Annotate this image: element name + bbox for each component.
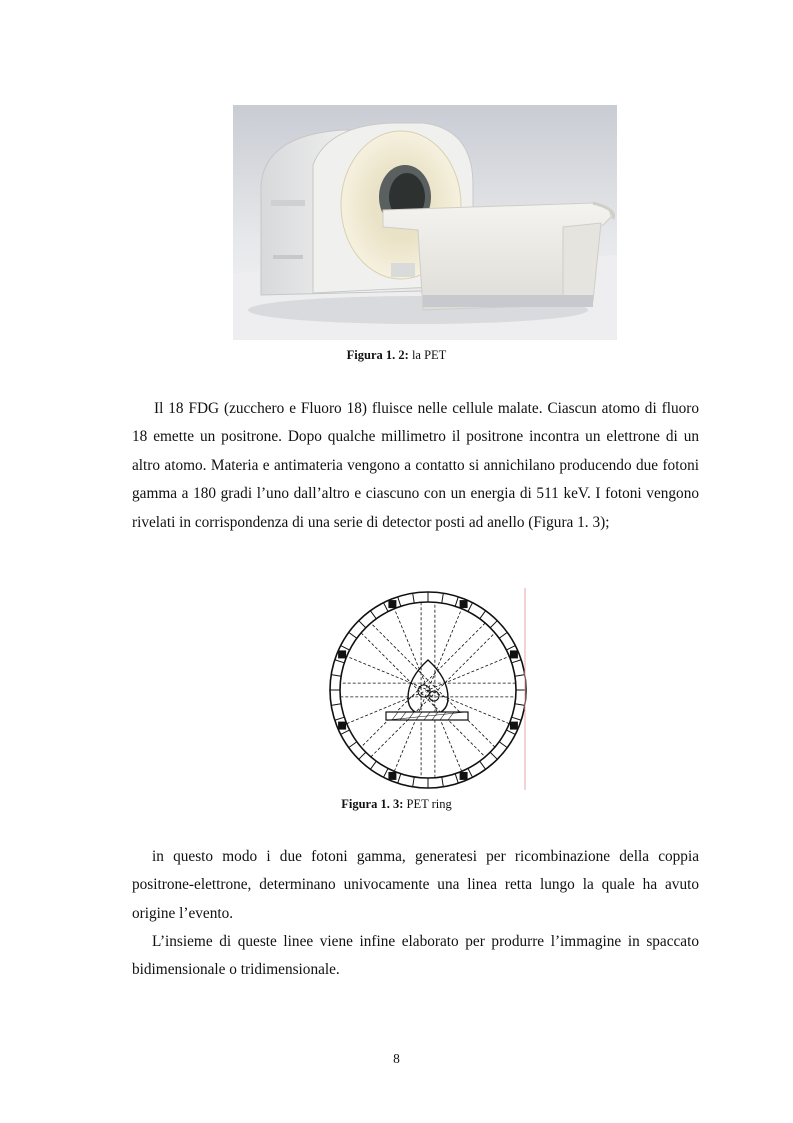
figure-caption-1-label: Figura 1. 2: [346,348,409,362]
pet-ring-diagram [326,588,530,792]
figure-caption-2-text: PET ring [403,797,452,811]
figure-caption-2-label: Figura 1. 3: [341,797,404,811]
paragraph-2: in questo modo i due fotoni gamma, generatesi per ricombinazione della coppia positrone-elettrone, determinano univocamente una linea retta lungo la quale ha avuto origine l’evento. [132,848,699,922]
pet-scanner-image [233,105,617,340]
page-number: 8 [393,1051,400,1066]
paragraph-3: L’insieme di queste linee viene infine elaborato per produrre l’immagine in spaccato bidimensionale o tridimensionale. [132,933,699,979]
paragraph-1: Il 18 FDG (zucchero e Fluoro 18) fluisce nelle cellule malate. Ciascun atomo di fluoro 18 emette un positrone. Dopo qualche millimetro il positrone incontra un elettrone di un altro atomo. Materia e antimateria vengono a contatto si annichilano producendo due fotoni gamma a 180 gradi l’uno dall’altro e ciascuno con un energia di 511 keV. I fotoni vengono rivelati in corrispondenza di una serie di detector posti ad anello (Figura 1. 3); [132,400,699,531]
figure-caption-1-text: la PET [408,348,447,362]
annihilation-lines [340,602,515,777]
figure-caption-1 [0,348,793,363]
figure-caption-2 [0,797,793,812]
